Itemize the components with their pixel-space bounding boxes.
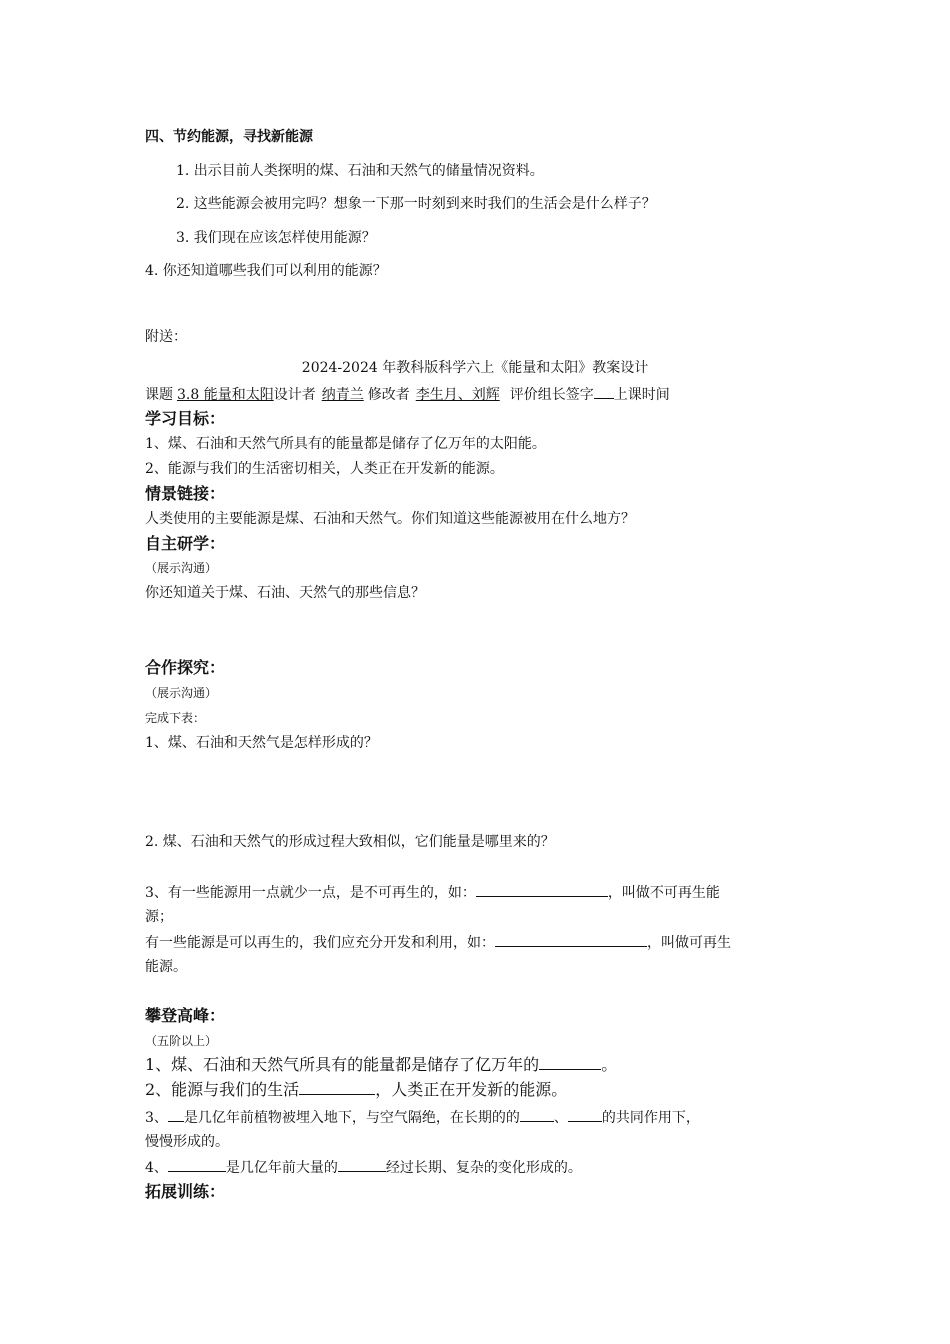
fill-blank[interactable] — [539, 1055, 601, 1070]
editor-label: 修改者 — [367, 387, 410, 403]
self-study-heading: 自主研学： — [145, 534, 226, 553]
fill-blank[interactable] — [568, 1107, 602, 1122]
time-label: 上课时间 — [613, 387, 670, 403]
cooperate-question-3: 3、有一些能源用一点就少一点，是不可再生的，如： ，叫做不可再生能 — [145, 882, 720, 903]
fill-blank[interactable] — [299, 1080, 375, 1095]
goal-item: 1、煤、石油和天然气所具有的能量都是储存了亿万年的太阳能。 — [145, 436, 546, 452]
course-label: 课题 — [145, 387, 173, 403]
attachment-label: 附送： — [145, 329, 187, 345]
climb-item-1: 1、煤、石油和天然气所具有的能量都是储存了亿万年的 。 — [145, 1055, 618, 1074]
section-heading: 四、节约能源，寻找新能源 — [145, 129, 313, 145]
self-study-question: 你还知道关于煤、石油、天然气的那些信息？ — [145, 585, 425, 601]
scenario-heading: 情景链接： — [145, 484, 226, 503]
goals-heading: 学习目标： — [145, 409, 226, 428]
list-item: 2. 这些能源会被用完吗？想象一下那一时刻到来时我们的生活会是什么样子？ — [176, 196, 656, 212]
course-value: 3.8 能量和太阳 — [177, 387, 274, 403]
list-item: 3. 我们现在应该怎样使用能源？ — [176, 230, 376, 246]
goal-item: 2、能源与我们的生活密切相关，人类正在开发新的能源。 — [145, 461, 504, 477]
extend-heading: 拓展训练： — [145, 1182, 226, 1201]
climb-note: （五阶以上） — [145, 1034, 218, 1048]
cooperate-question-2: 2. 煤、石油和天然气的形成过程大致相似，它们能量是哪里来的？ — [145, 834, 555, 850]
fill-blank[interactable] — [168, 1157, 226, 1172]
editor-value: 李生月、刘辉 — [415, 387, 500, 403]
self-study-note: （展示沟通） — [145, 561, 218, 575]
cooperate-question-3b: 有一些能源是可以再生的，我们应充分开发和利用，如： ，叫做可再生 — [145, 932, 731, 953]
sign-label: 评价组长签字 — [509, 387, 594, 403]
fill-blank[interactable] — [520, 1107, 554, 1122]
cooperate-instruction: 完成下表： — [145, 711, 206, 725]
list-item: 4. 你还知道哪些我们可以利用的能源？ — [145, 263, 387, 279]
cooperate-question-3-cont: 源； — [145, 909, 173, 925]
design-title: 2024-2024 年教科版科学六上《能量和太阳》教案设计 — [301, 360, 649, 376]
designer-value: 纳青兰 — [321, 387, 364, 403]
fill-blank[interactable] — [476, 882, 608, 897]
scenario-text: 人类使用的主要能源是煤、石油和天然气。你们知道这些能源被用在什么地方？ — [145, 511, 635, 527]
cooperate-question-1: 1、煤、石油和天然气是怎样形成的？ — [145, 735, 378, 751]
climb-item-3: 3、 是几亿年前植物被埋入地下，与空气隔绝，在长期的的 、 的共同作用下， — [145, 1107, 700, 1128]
meta-line — [145, 384, 670, 405]
climb-item-3-cont: 慢慢形成的。 — [145, 1134, 229, 1150]
climb-item-2: 2、能源与我们的生活 ，人类正在开发新的能源。 — [145, 1080, 568, 1099]
designer-label: 设计者 — [273, 387, 316, 403]
fill-blank[interactable] — [338, 1157, 386, 1172]
climb-item-4: 4、 是几亿年前大量的 经过长期、复杂的变化形成的。 — [145, 1157, 582, 1178]
cooperate-heading: 合作探究： — [145, 658, 226, 677]
fill-blank[interactable] — [495, 932, 647, 947]
list-item: 1. 出示目前人类探明的煤、石油和天然气的储量情况资料。 — [176, 163, 544, 179]
cooperate-question-3b-cont: 能源。 — [145, 959, 187, 975]
fill-blank[interactable] — [168, 1107, 184, 1122]
cooperate-note: （展示沟通） — [145, 686, 218, 700]
climb-heading: 攀登高峰： — [145, 1006, 226, 1025]
sign-blank — [594, 384, 614, 399]
